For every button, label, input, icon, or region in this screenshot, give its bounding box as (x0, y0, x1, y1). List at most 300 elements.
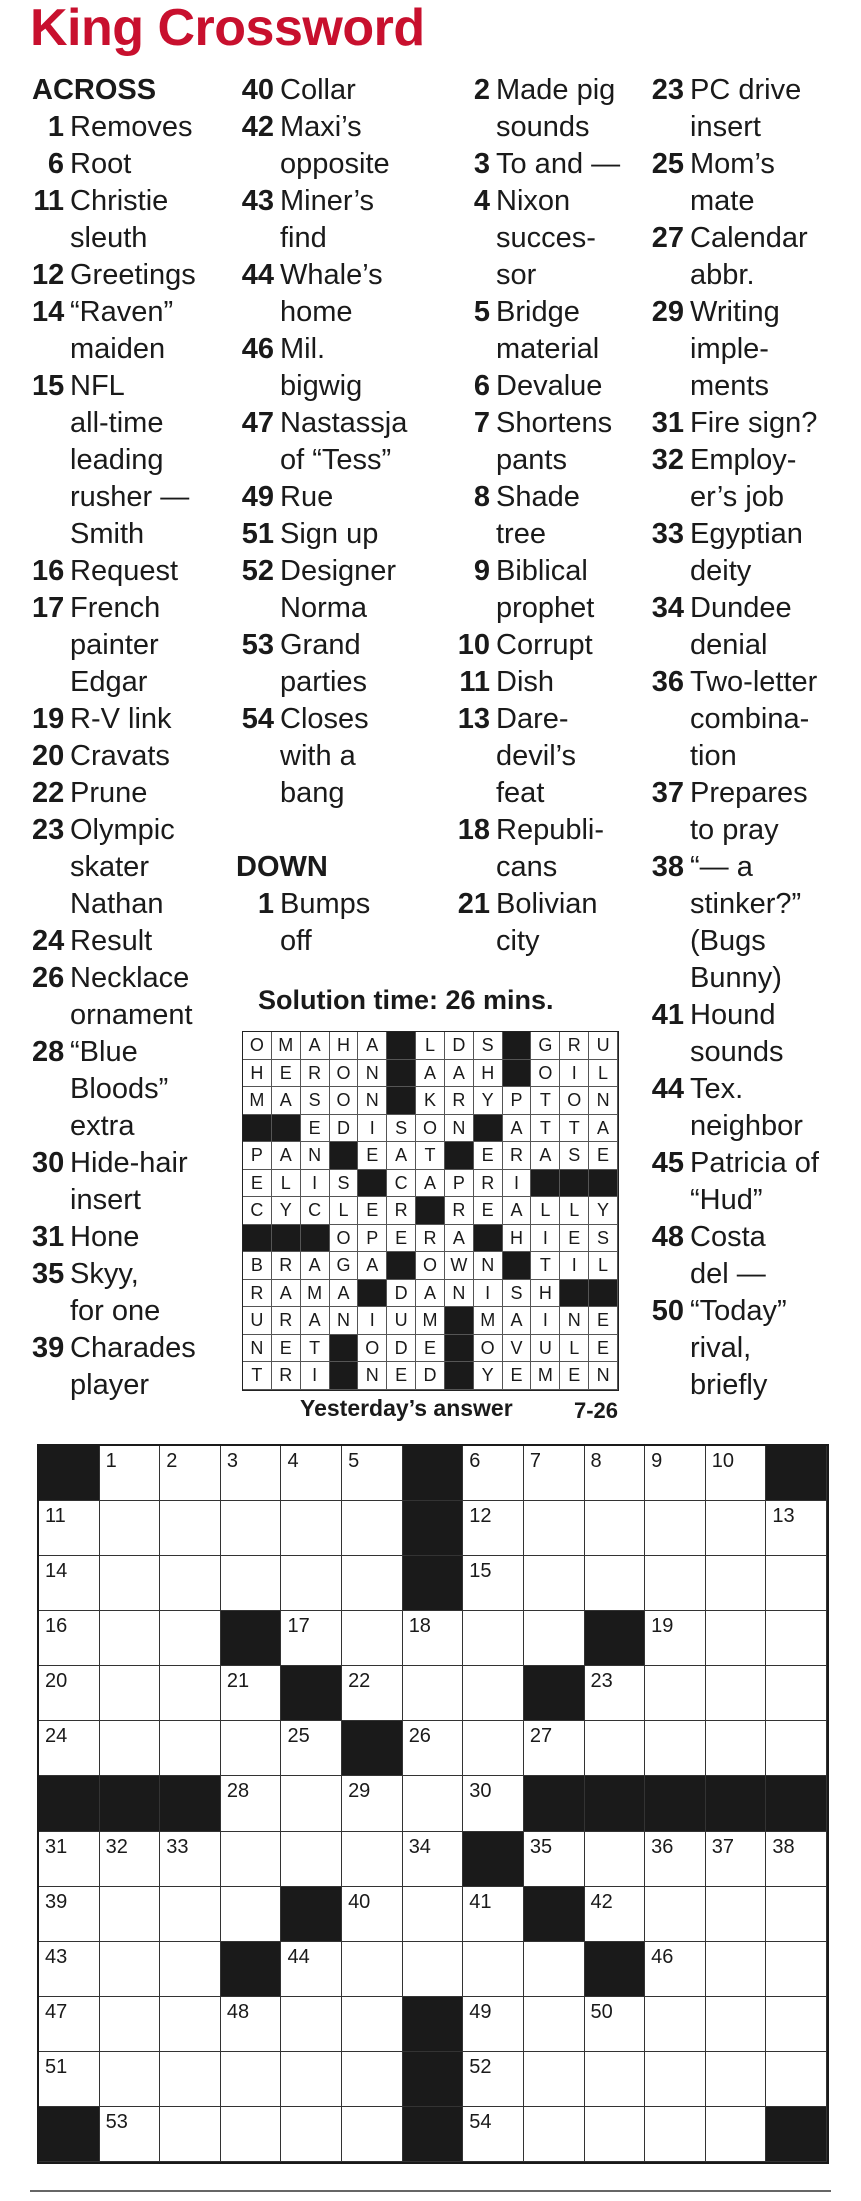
clue-item[interactable] (646, 72, 851, 146)
clue-number: 38 (651, 851, 684, 883)
grid-cell[interactable] (706, 1501, 767, 1556)
grid-cell[interactable] (39, 1721, 100, 1776)
clue-item[interactable] (646, 516, 851, 590)
mini-letter: E (301, 1115, 330, 1143)
grid-cell[interactable] (221, 1776, 282, 1831)
grid-cell[interactable] (463, 1942, 524, 1997)
clue-item[interactable] (646, 590, 851, 664)
grid-cell[interactable] (39, 1942, 100, 1997)
grid-cell[interactable] (585, 2052, 646, 2107)
clue-text-line: with a (280, 740, 356, 772)
grid-cell[interactable] (766, 1832, 827, 1887)
clue-item[interactable] (236, 886, 451, 960)
clue-text-line: maiden (70, 333, 166, 365)
mini-letter: E (358, 1197, 387, 1225)
grid-cell[interactable] (342, 1887, 403, 1942)
mini-letter: S (589, 1225, 618, 1253)
grid-cell[interactable] (100, 1611, 161, 1666)
mini-black-square (243, 1225, 272, 1253)
clue-text-line: combina- (690, 703, 810, 735)
grid-cell[interactable] (100, 1446, 161, 1501)
grid-cell[interactable] (342, 1997, 403, 2052)
grid-cell[interactable] (403, 1942, 464, 1997)
grid-cell[interactable] (463, 1446, 524, 1501)
clue-number: 40 (241, 74, 274, 106)
cell-number: 52 (469, 2055, 492, 2078)
clue-item[interactable] (32, 738, 232, 775)
clue-item[interactable] (452, 886, 642, 960)
crossword-grid[interactable] (37, 1444, 829, 2164)
grid-cell[interactable] (706, 1887, 767, 1942)
grid-cell[interactable] (766, 1887, 827, 1942)
clue-number: 24 (32, 925, 65, 957)
clue-text-line: Biblical (496, 555, 588, 587)
grid-cell[interactable] (160, 1942, 221, 1997)
mini-letter: R (445, 1087, 474, 1115)
grid-cell[interactable] (645, 1997, 706, 2052)
grid-cell[interactable] (645, 1832, 706, 1887)
mini-letter: T (243, 1362, 272, 1390)
clue-text-line: Removes (70, 111, 193, 143)
grid-cell[interactable] (645, 1611, 706, 1666)
grid-cell[interactable] (100, 2107, 161, 2162)
cell-number: 28 (226, 1780, 250, 1803)
clue-item[interactable] (646, 1071, 851, 1145)
grid-cell[interactable] (766, 2052, 827, 2107)
grid-cell[interactable] (645, 1446, 706, 1501)
clue-item[interactable] (236, 257, 451, 331)
mini-letter: C (387, 1170, 416, 1198)
clue-item[interactable] (452, 146, 642, 183)
grid-cell[interactable] (160, 1446, 221, 1501)
clue-item[interactable] (236, 627, 451, 701)
grid-cell[interactable] (100, 1887, 161, 1942)
clue-item[interactable] (32, 923, 232, 960)
clue-text-line: opposite (280, 148, 390, 180)
grid-cell[interactable] (100, 2052, 161, 2107)
clue-item[interactable] (646, 294, 851, 405)
grid-cell[interactable] (403, 1721, 464, 1776)
grid-cell[interactable] (585, 1666, 646, 1721)
grid-cell[interactable] (39, 1887, 100, 1942)
mini-letter: E (589, 1142, 618, 1170)
clue-item[interactable] (32, 701, 232, 738)
clue-text-line: Republi- (496, 814, 604, 846)
mini-letter: T (531, 1087, 560, 1115)
grid-cell[interactable] (160, 1832, 221, 1887)
clue-item[interactable] (452, 553, 642, 627)
clue-item[interactable] (452, 183, 642, 294)
mini-letter: R (560, 1032, 589, 1060)
grid-cell[interactable] (403, 1666, 464, 1721)
grid-cell[interactable] (160, 1501, 221, 1556)
clue-item[interactable] (32, 294, 232, 368)
clue-text-line: R-V link (70, 703, 172, 735)
clue-text-line: skater (70, 851, 149, 883)
grid-cell[interactable] (645, 1887, 706, 1942)
grid-cell[interactable] (524, 1721, 585, 1776)
mini-letter: E (387, 1362, 416, 1390)
grid-cell[interactable] (160, 1997, 221, 2052)
clue-number: 22 (32, 777, 65, 809)
clue-item[interactable] (32, 1034, 232, 1145)
grid-cell[interactable] (281, 1721, 342, 1776)
mini-letter: R (243, 1280, 272, 1308)
clue-text-line: Root (70, 148, 132, 180)
grid-cell[interactable] (281, 1446, 342, 1501)
grid-cell[interactable] (342, 2107, 403, 2162)
grid-cell[interactable] (706, 2052, 767, 2107)
grid-cell[interactable] (766, 1666, 827, 1721)
grid-cell[interactable] (524, 2107, 585, 2162)
clue-item[interactable] (452, 405, 642, 479)
mini-letter: A (416, 1280, 445, 1308)
grid-cell[interactable] (403, 1776, 464, 1831)
grid-cell[interactable] (645, 2107, 706, 2162)
grid-cell[interactable] (463, 1887, 524, 1942)
clue-item[interactable] (32, 257, 232, 294)
grid-cell[interactable] (585, 1721, 646, 1776)
grid-cell[interactable] (706, 1666, 767, 1721)
clue-text-line: Greetings (70, 259, 196, 291)
clue-number: 4 (473, 185, 490, 217)
clue-number: 53 (241, 629, 274, 661)
grid-cell[interactable] (100, 1997, 161, 2052)
grid-cell[interactable] (221, 2107, 282, 2162)
grid-cell[interactable] (463, 2052, 524, 2107)
grid-cell[interactable] (524, 1997, 585, 2052)
clue-text-line: Costa (690, 1221, 766, 1253)
clue-text-line: ments (690, 370, 769, 402)
grid-cell[interactable] (281, 1611, 342, 1666)
clue-item[interactable] (32, 590, 232, 701)
clue-item[interactable] (646, 442, 851, 516)
cell-number: 15 (469, 1560, 492, 1583)
grid-cell[interactable] (645, 2052, 706, 2107)
grid-cell[interactable] (160, 1666, 221, 1721)
grid-cell[interactable] (766, 1501, 827, 1556)
grid-cell[interactable] (463, 1666, 524, 1721)
grid-cell[interactable] (706, 1997, 767, 2052)
grid-cell[interactable] (221, 1446, 282, 1501)
grid-cell[interactable] (221, 1721, 282, 1776)
grid-cell[interactable] (342, 2052, 403, 2107)
mini-letter: E (272, 1060, 301, 1088)
clue-item[interactable] (236, 516, 451, 553)
mini-black-square (330, 1362, 359, 1390)
grid-cell[interactable] (342, 1942, 403, 1997)
grid-cell[interactable] (585, 1887, 646, 1942)
grid-cell[interactable] (39, 1997, 100, 2052)
clue-item[interactable] (236, 405, 451, 479)
grid-cell[interactable] (100, 1721, 161, 1776)
grid-cell[interactable] (160, 1611, 221, 1666)
clue-text-line: bigwig (280, 370, 363, 402)
grid-cell[interactable] (524, 1832, 585, 1887)
mini-letter: P (243, 1142, 272, 1170)
grid-cell[interactable] (221, 1887, 282, 1942)
grid-cell[interactable] (221, 1832, 282, 1887)
grid-cell[interactable] (281, 1556, 342, 1611)
grid-cell[interactable] (403, 1887, 464, 1942)
clue-text-line: Hound (690, 999, 776, 1031)
mini-black-square (301, 1225, 330, 1253)
clue-item[interactable] (32, 1145, 232, 1219)
clue-text-line: feat (496, 777, 545, 809)
grid-cell[interactable] (160, 1721, 221, 1776)
clue-text-line: denial (690, 629, 768, 661)
grid-cell[interactable] (645, 1556, 706, 1611)
cell-number: 37 (711, 1835, 735, 1858)
cell-number: 51 (45, 2055, 68, 2078)
grid-cell[interactable] (100, 1942, 161, 1997)
grid-cell[interactable] (585, 2107, 646, 2162)
mini-letter: V (503, 1335, 532, 1363)
mini-letter: R (272, 1362, 301, 1390)
clue-item[interactable] (646, 997, 851, 1071)
clue-item[interactable] (646, 775, 851, 849)
clue-item[interactable] (32, 109, 232, 146)
mini-letter: M (474, 1307, 503, 1335)
clue-number: 15 (32, 370, 65, 402)
grid-cell[interactable] (524, 1501, 585, 1556)
clue-number: 33 (651, 518, 684, 550)
grid-cell[interactable] (39, 1556, 100, 1611)
grid-cell[interactable] (160, 2107, 221, 2162)
grid-cell[interactable] (524, 1611, 585, 1666)
grid-cell[interactable] (403, 1832, 464, 1887)
clue-item[interactable] (32, 960, 232, 1034)
mini-letter: D (387, 1280, 416, 1308)
clue-text-line: leading (70, 444, 164, 476)
clue-number: 31 (32, 1221, 65, 1253)
grid-cell[interactable] (585, 1832, 646, 1887)
clue-item[interactable] (32, 368, 232, 553)
black-square (403, 1446, 464, 1501)
clue-text-line: “Today” (690, 1295, 787, 1327)
grid-cell[interactable] (524, 1446, 585, 1501)
grid-cell[interactable] (645, 1942, 706, 1997)
mini-letter: A (358, 1252, 387, 1280)
clue-item[interactable] (452, 627, 642, 664)
grid-cell[interactable] (524, 2052, 585, 2107)
clue-item[interactable] (646, 1145, 851, 1219)
clue-item[interactable] (236, 109, 451, 183)
grid-cell[interactable] (160, 1556, 221, 1611)
mini-letter: B (243, 1252, 272, 1280)
grid-cell[interactable] (766, 1997, 827, 2052)
grid-cell[interactable] (281, 1501, 342, 1556)
clue-number: 32 (651, 444, 684, 476)
clue-text-line: succes- (496, 222, 596, 254)
black-square (403, 1501, 464, 1556)
grid-cell[interactable] (463, 1501, 524, 1556)
clue-item[interactable] (646, 1219, 851, 1293)
grid-cell[interactable] (463, 1556, 524, 1611)
grid-cell[interactable] (706, 2107, 767, 2162)
grid-cell[interactable] (585, 1556, 646, 1611)
grid-cell[interactable] (403, 1611, 464, 1666)
grid-cell[interactable] (706, 1446, 767, 1501)
mini-letter: N (243, 1335, 272, 1363)
cell-number: 32 (105, 1835, 128, 1858)
clue-item[interactable] (32, 553, 232, 590)
clue-item[interactable] (646, 1293, 851, 1404)
grid-cell[interactable] (221, 1997, 282, 2052)
mini-black-square (445, 1362, 474, 1390)
clue-text-line: insert (690, 111, 761, 143)
grid-cell[interactable] (766, 1721, 827, 1776)
grid-cell[interactable] (39, 1611, 100, 1666)
clue-item[interactable] (236, 331, 451, 405)
clue-text-line: rusher — (70, 481, 190, 513)
black-square (100, 1776, 161, 1831)
clue-item[interactable] (452, 664, 642, 701)
grid-cell[interactable] (585, 1446, 646, 1501)
clue-number: 6 (47, 148, 64, 180)
grid-cell[interactable] (645, 1666, 706, 1721)
clue-item[interactable] (452, 72, 642, 146)
clue-text-line: all-time (70, 407, 164, 439)
grid-cell[interactable] (706, 1832, 767, 1887)
grid-cell[interactable] (342, 1666, 403, 1721)
clue-item[interactable] (452, 701, 642, 812)
grid-cell[interactable] (342, 1611, 403, 1666)
clue-item[interactable] (646, 220, 851, 294)
grid-cell[interactable] (160, 2052, 221, 2107)
grid-cell[interactable] (342, 1776, 403, 1831)
grid-cell[interactable] (221, 1501, 282, 1556)
grid-cell[interactable] (281, 1832, 342, 1887)
clue-text-line: Grand (280, 629, 361, 661)
grid-cell[interactable] (645, 1501, 706, 1556)
grid-cell[interactable] (39, 2052, 100, 2107)
grid-cell[interactable] (463, 2107, 524, 2162)
grid-cell[interactable] (342, 1446, 403, 1501)
clue-text-line: Patricia of (690, 1147, 819, 1179)
mini-black-square (272, 1115, 301, 1143)
grid-cell[interactable] (100, 1832, 161, 1887)
grid-cell[interactable] (706, 1611, 767, 1666)
mini-letter: T (301, 1335, 330, 1363)
grid-cell[interactable] (585, 1997, 646, 2052)
clue-text-line: Writing (690, 296, 780, 328)
grid-cell[interactable] (766, 1611, 827, 1666)
clue-item[interactable] (646, 405, 851, 442)
grid-cell[interactable] (39, 1501, 100, 1556)
grid-cell[interactable] (281, 2052, 342, 2107)
grid-cell[interactable] (100, 1501, 161, 1556)
clue-item[interactable] (236, 701, 451, 812)
black-square (403, 2052, 464, 2107)
cell-number: 21 (226, 1670, 250, 1693)
clue-text-line: Two-letter (690, 666, 818, 698)
mini-letter: L (330, 1197, 359, 1225)
clue-item[interactable] (32, 812, 232, 923)
clue-item[interactable] (32, 1330, 232, 1404)
mini-letter: K (416, 1087, 445, 1115)
mini-black-square (503, 1252, 532, 1280)
grid-cell[interactable] (463, 1611, 524, 1666)
grid-cell[interactable] (524, 1942, 585, 1997)
grid-cell[interactable] (281, 1776, 342, 1831)
grid-cell[interactable] (100, 1556, 161, 1611)
grid-cell[interactable] (221, 2052, 282, 2107)
mini-letter: A (445, 1060, 474, 1088)
black-square (403, 2107, 464, 2162)
grid-cell[interactable] (706, 1942, 767, 1997)
mini-letter: G (531, 1032, 560, 1060)
clue-text-line: Corrupt (496, 629, 593, 661)
grid-cell[interactable] (342, 1501, 403, 1556)
clue-item[interactable] (236, 183, 451, 257)
clue-item[interactable] (452, 368, 642, 405)
grid-cell[interactable] (645, 1721, 706, 1776)
clue-item[interactable] (236, 553, 451, 627)
mini-letter: I (560, 1252, 589, 1280)
grid-cell[interactable] (39, 1832, 100, 1887)
clue-item[interactable] (452, 479, 642, 553)
clue-item[interactable] (32, 1256, 232, 1330)
black-square (524, 1776, 585, 1831)
grid-cell[interactable] (524, 1556, 585, 1611)
clue-text-line: French (70, 592, 161, 624)
clue-item[interactable] (32, 146, 232, 183)
clue-number: 11 (33, 185, 64, 217)
grid-cell[interactable] (221, 1556, 282, 1611)
grid-cell[interactable] (706, 1721, 767, 1776)
grid-cell[interactable] (585, 1501, 646, 1556)
cell-number: 16 (45, 1615, 68, 1638)
clue-item[interactable] (32, 775, 232, 812)
cell-number: 41 (469, 1890, 492, 1913)
clue-item[interactable] (646, 146, 851, 220)
clue-item[interactable] (32, 1219, 232, 1256)
grid-cell[interactable] (766, 1556, 827, 1611)
clue-number: 54 (241, 703, 274, 735)
clue-item[interactable] (452, 294, 642, 368)
grid-cell[interactable] (463, 1997, 524, 2052)
grid-cell[interactable] (100, 1666, 161, 1721)
grid-cell[interactable] (221, 1666, 282, 1721)
grid-cell[interactable] (281, 1997, 342, 2052)
grid-cell[interactable] (160, 1887, 221, 1942)
grid-cell[interactable] (463, 1776, 524, 1831)
grid-cell[interactable] (342, 1556, 403, 1611)
clue-number: 52 (241, 555, 274, 587)
clue-text-line: material (496, 333, 600, 365)
grid-cell[interactable] (281, 1942, 342, 1997)
clue-item[interactable] (236, 479, 451, 516)
clue-text-line: neighbor (690, 1110, 803, 1142)
mini-letter: I (301, 1362, 330, 1390)
clue-item[interactable] (646, 664, 851, 775)
clue-item[interactable] (32, 183, 232, 257)
grid-cell[interactable] (281, 2107, 342, 2162)
grid-cell[interactable] (706, 1556, 767, 1611)
mini-letter: O (330, 1087, 359, 1115)
grid-cell[interactable] (342, 1832, 403, 1887)
grid-cell[interactable] (766, 1942, 827, 1997)
clue-item[interactable] (236, 72, 451, 109)
mini-letter: P (445, 1170, 474, 1198)
clue-number: 41 (651, 999, 684, 1031)
grid-cell[interactable] (463, 1721, 524, 1776)
clue-text-line: insert (70, 1184, 141, 1216)
clue-item[interactable] (452, 812, 642, 886)
clue-item[interactable] (646, 849, 851, 997)
grid-cell[interactable] (39, 1666, 100, 1721)
